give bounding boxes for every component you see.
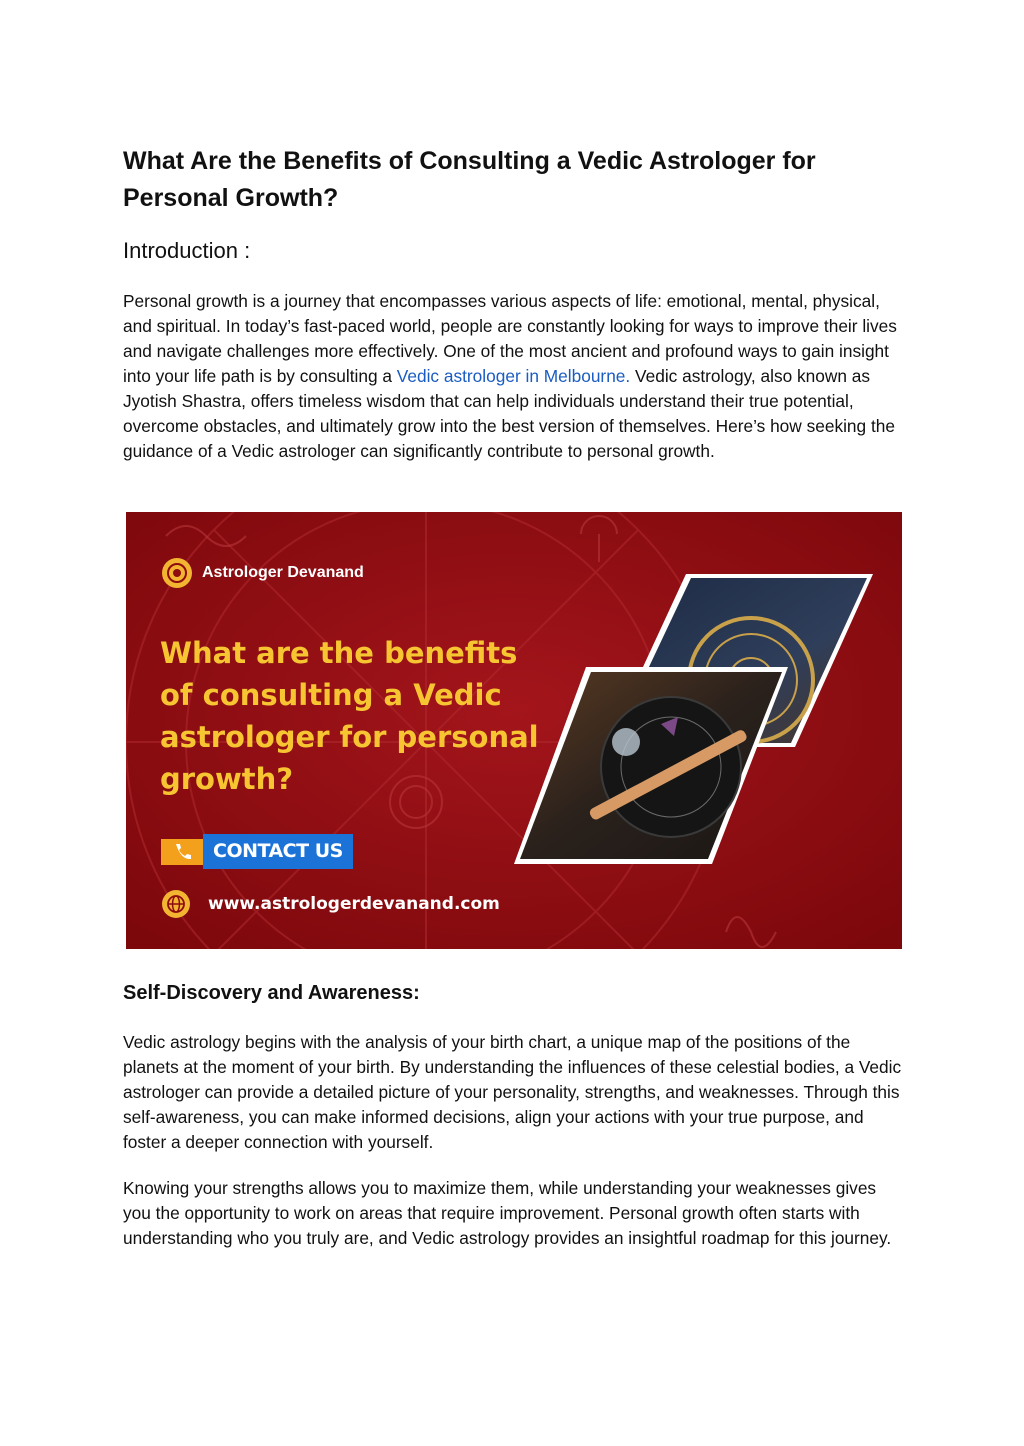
page-title: What Are the Benefits of Consulting a Vedic Astrologer for Personal Growth? [123, 147, 816, 212]
section-heading: Self-Discovery and Awareness: [123, 982, 420, 1004]
phone-icon [161, 839, 203, 865]
website-url: www.astrologerdevanand.com [208, 894, 500, 914]
vedic-astrologer-link[interactable]: Vedic astrologer in Melbourne. [396, 366, 631, 386]
banner-headline: What are the benefits of consulting a Vedic astrologer for personal growth? [160, 636, 539, 796]
section-paragraph-2: Knowing your strengths allows you to maximize them, while understanding your weaknesses gives you the opportunity to work on areas that require improvement. Personal growth often starts with understanding who you truly are, and Vedic astrology provides an insightful roadmap for this journey. [123, 1178, 892, 1248]
brand-logo-icon [162, 558, 192, 588]
intro-text-after-link: Vedic astrology, also known as Jyotish Shastra, offers timeless wisdom that can help individuals understand their true potential, overcome obstacles, and ultimately grow into the best version of themselves. Here’s how seeking the guidance of a Vedic astrologer can significantly contribute to personal growth. [123, 366, 895, 461]
brand-name: Astrologer Devanand [202, 564, 364, 581]
intro-text-before-link: Personal growth is a journey that encompasses various aspects of life: emotional, mental, physical, and spiritual. In today’s fast-paced world, people are constantly looking for ways to improve their lives and navigate challenges more effectively. One of the most ancient and profound ways to gain insight into your life path is by consulting a [123, 291, 897, 386]
section-paragraph-1: Vedic astrology begins with the analysis of your birth chart, a unique map of the positions of the planets at the moment of your birth. By understanding the influences of these celestial bodies, a Vedic astrologer can provide a detailed picture of your personality, strengths, and weaknesses. Through this self-awareness, you can make informed decisions, align your actions with your true purpose, and foster a deeper connection with yourself. [123, 1032, 902, 1152]
globe-icon [162, 890, 190, 918]
contact-us-label: CONTACT US [203, 834, 353, 869]
website [162, 890, 500, 918]
intro-heading: Introduction : [123, 238, 251, 263]
intro-paragraph [123, 289, 908, 464]
brand [162, 558, 364, 588]
promo-banner-image [126, 512, 902, 949]
contact-us-button[interactable] [161, 834, 353, 869]
